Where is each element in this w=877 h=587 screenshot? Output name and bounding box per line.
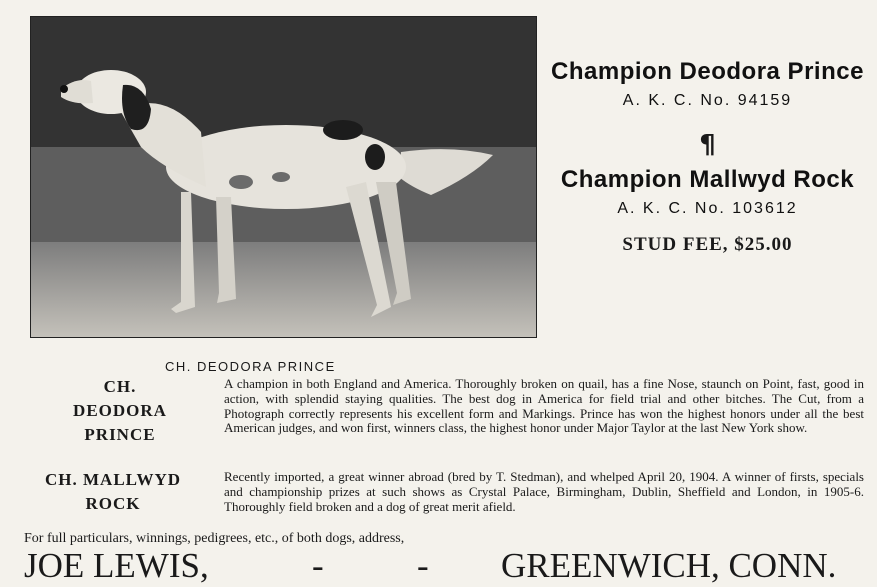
label1-line1: CH.	[103, 377, 137, 396]
dog2-akc-number: A. K. C. No. 103612	[617, 200, 798, 217]
dog1-akc-number: A. K. C. No. 94159	[622, 92, 793, 109]
label-deodora-prince	[30, 375, 210, 447]
dog-photograph	[30, 16, 537, 338]
label1-line2: DEODORA	[73, 401, 167, 420]
contact-location: GREENWICH, CONN.	[501, 546, 837, 585]
section-heading: CH. DEODORA PRINCE	[165, 359, 336, 374]
label-mallwyd-rock	[18, 468, 208, 516]
setter-dog-illustration	[31, 17, 536, 337]
stud-fee: STUD FEE, $25.00	[622, 234, 793, 255]
deodora-prince-description: A champion in both England and America. Thoroughly broken on quail, has a fine Nose, staunch on Point, fast, good in action, with splendid staying qualities. The best dog in America for field trial and other bitches. The Cut, from a Photograph correctly represents his excellent form and Markings. Prince has won the highest honors under all the best American judges, and won first, winners class, the highest honor under Major Taylor at the last New York show.	[224, 376, 864, 436]
label1-line3: PRINCE	[84, 425, 156, 444]
dog1-name: Champion Deodora Prince	[551, 58, 864, 85]
dash-separator-2: -	[417, 546, 429, 585]
dash-separator-1: -	[312, 546, 324, 585]
label2-line2: ROCK	[85, 494, 141, 513]
dog2-name: Champion Mallwyd Rock	[560, 166, 855, 193]
address-intro: For full particulars, winnings, pedigrees, etc., of both dogs, address,	[24, 531, 405, 546]
dog-titles-column	[545, 58, 870, 256]
contact-name: JOE LEWIS,	[24, 546, 209, 585]
label2-line1: CH. MALLWYD	[45, 470, 181, 489]
mallwyd-rock-description: Recently imported, a great winner abroad (bred by T. Stedman), and whelped April 20, 1904. A winner of firsts, specials and championship prizes at such shows as Crystal Palace, Birmingham, Dublin, Sheffield and London, in 1905-6. Thoroughly field broken and a dog of great merit afield.	[224, 469, 864, 514]
pilcrow-separator: ¶	[699, 130, 716, 160]
contact-footer	[24, 546, 864, 586]
